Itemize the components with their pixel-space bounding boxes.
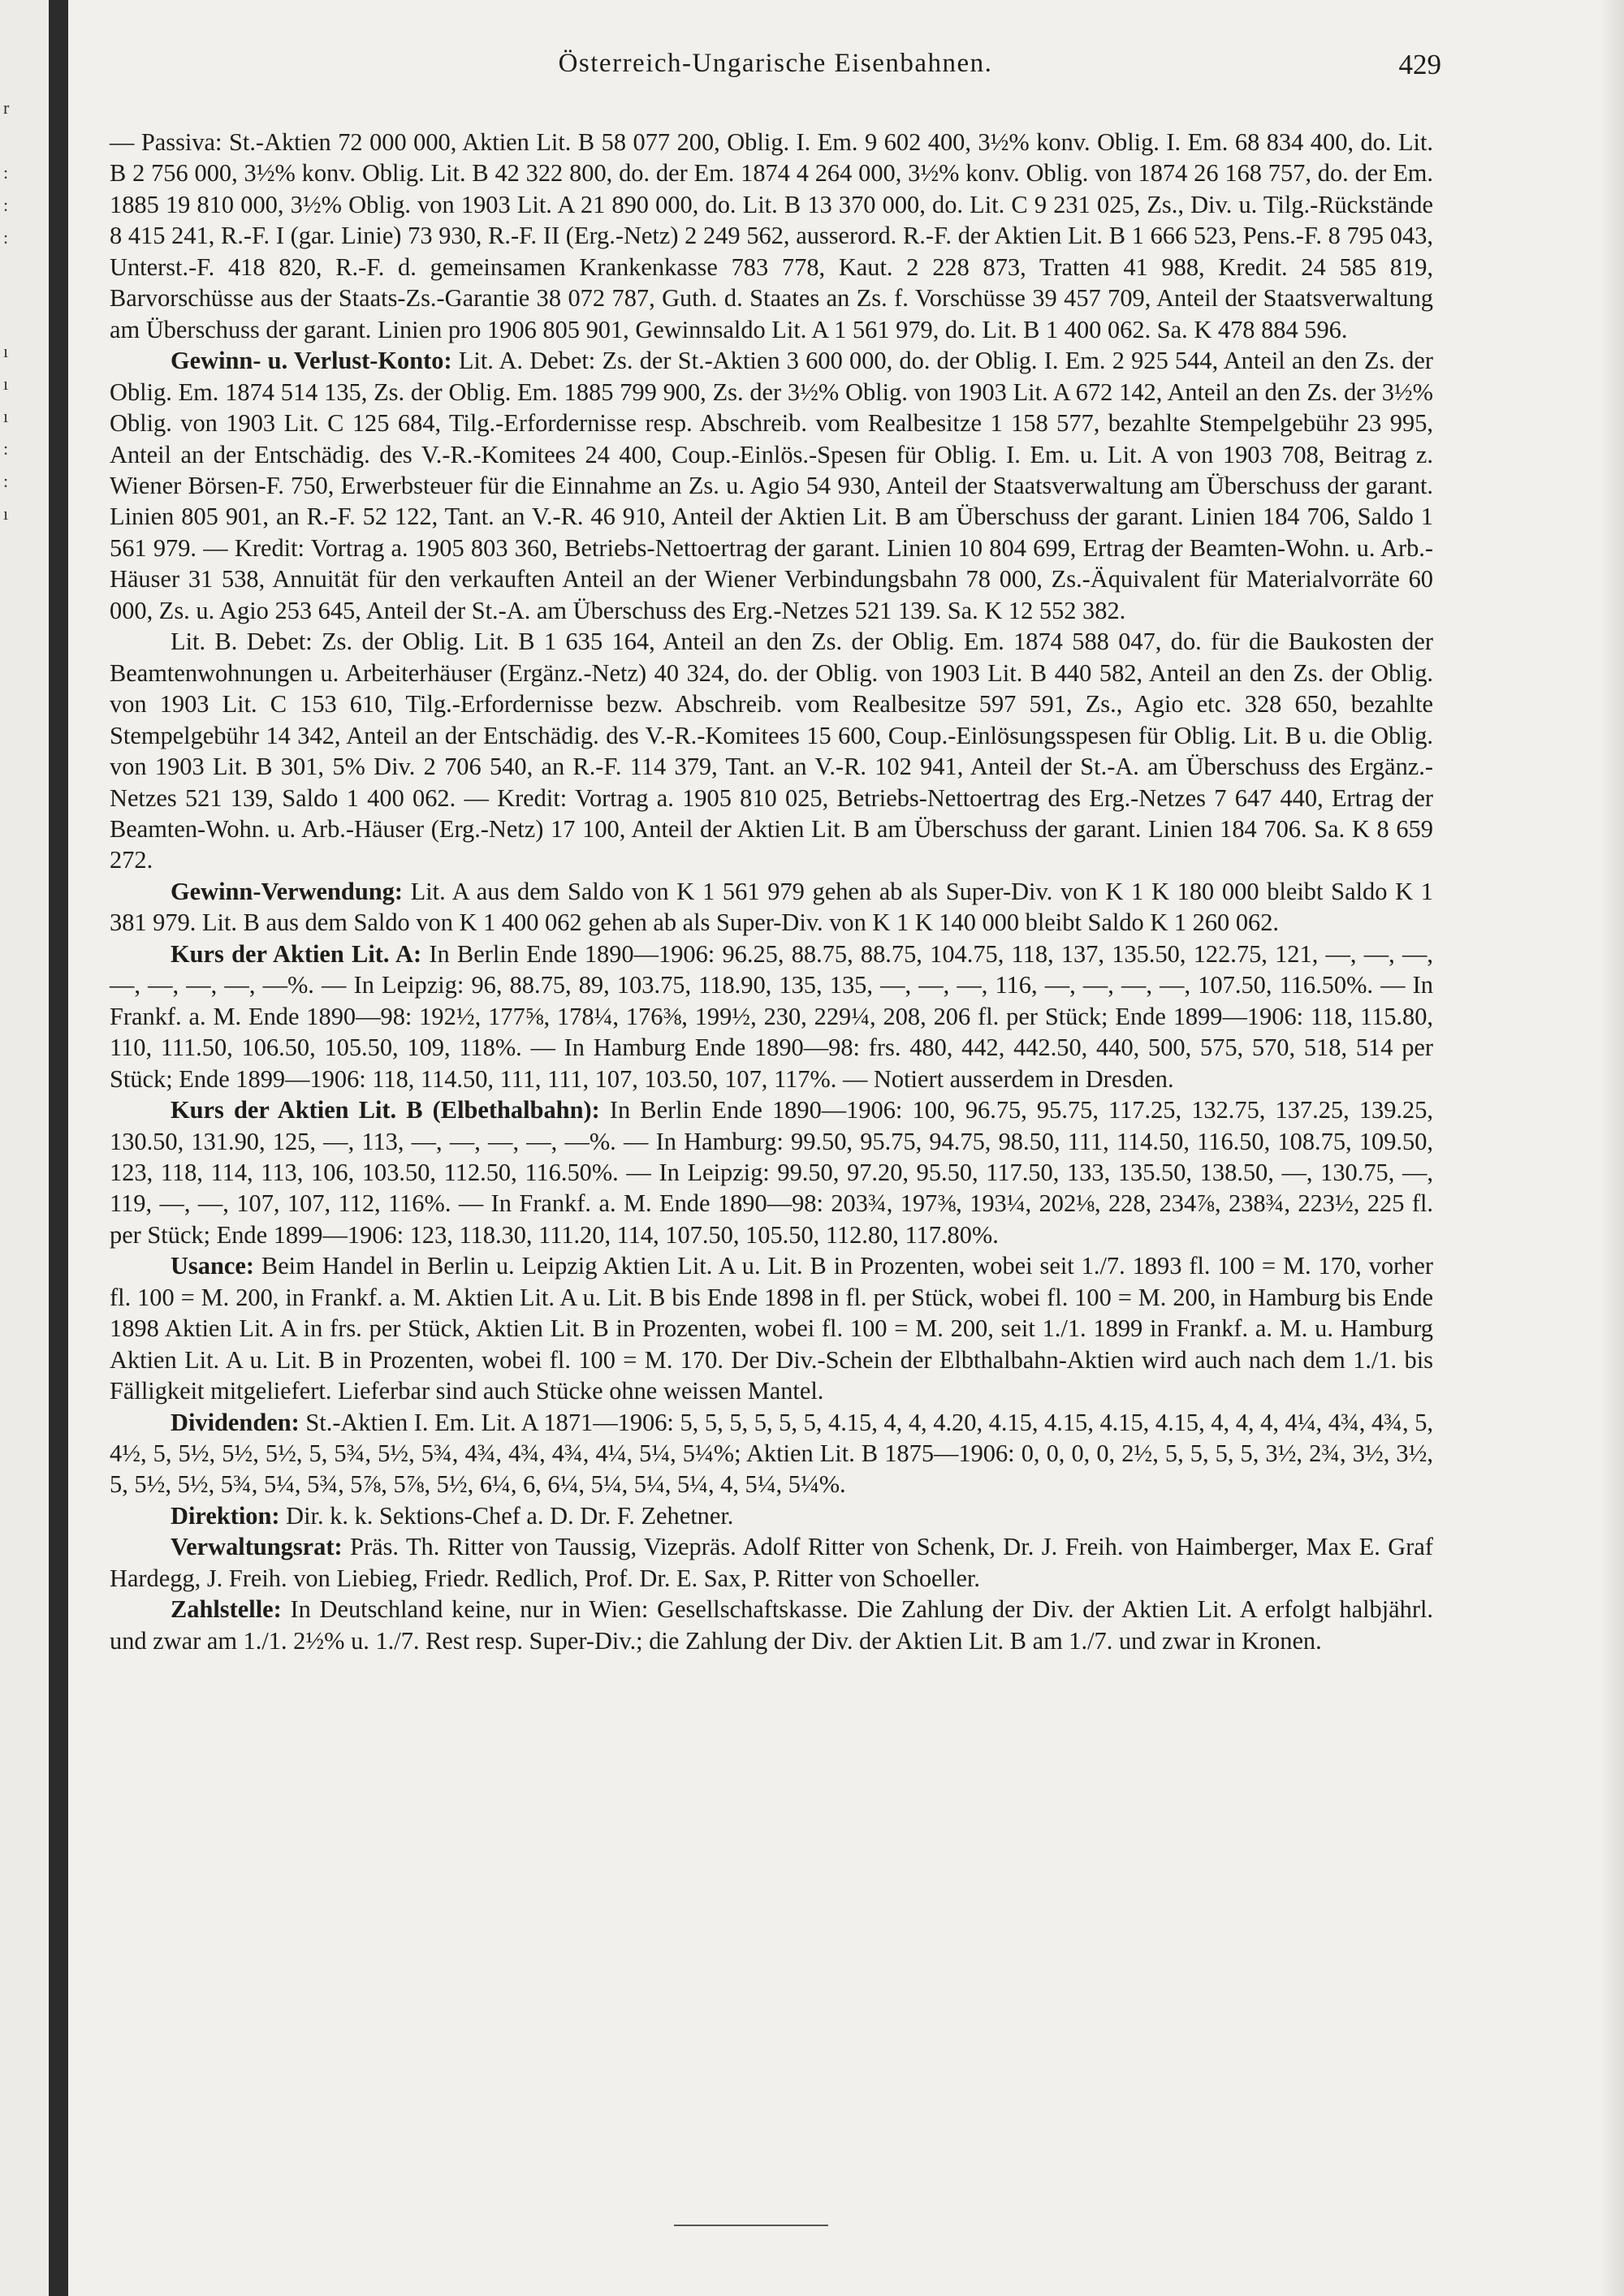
paragraph-text: Lit. A. Debet: Zs. der St.-Aktien 3 600 000, do. der Oblig. I. Em. 2 925 544, Anteil an den Zs. der Oblig. Em. 1874 514 135, Zs. der Oblig. Em. 1885 799 900, Zs. der 3½% Oblig. von 1903 Lit. A 672 142, Anteil an den Zs. der 3½% Oblig. von 1903 Lit. C 125 684, Tilg.-Erfordernisse resp. Abschreib. vom Realbesitze 1 158 577, bezahlte Stempelgebühr 23 995, Anteil an der Entschädig. des V.-R.-Komitees 24 400, Coup.-Einlös.-Spesen für Oblig. I. Em. u. Lit. A von 1903 708, Beitrag z. Wiener Börsen-F. 750, Erwerbsteuer für die Einnahme an Zs. u. Agio 54 930, Anteil der Staatsverwaltung am Überschuss der garant. Linien 805 901, an R.-F. 52 122, Tant. an V.-R. 46 910, Anteil der Aktien Lit. B am Überschuss der garant. Linien 184 706, Saldo 1 561 979. — Kredit: Vortrag a. 1905 803 360, Betriebs-Nettoertrag der garant. Linien 10 804 699, Ertrag der Beamten-Wohn. u. Arb.-Häuser 31 538, Annuität für den verkauften Anteil an der Wiener Verbindungsbahn 78 000, Zs.-Äquivalent für Materialvorräte 60 000, Zs. u. Agio 253 645, Anteil der St.-A. am Überschuss des Erg.-Netzes 521 139. Sa. K 12 552 382. [110,347,1434,624]
paragraph-heading: Dividenden: [171,1408,300,1436]
margin-glyph: ı [3,406,9,426]
paragraph-heading: Zahlstelle: [171,1595,282,1624]
page-header [110,49,1441,89]
paragraph-heading: Usance: [171,1252,254,1280]
paragraph-heading: Kurs der Aktien Lit. B (Elbethalbahn): [171,1096,600,1124]
paragraph-text: Beim Handel in Berlin u. Leipzig Aktien Lit. A u. Lit. B in Prozenten, wobei seit 1./7. 1893 fl. 100 = M. 170, vorher fl. 100 = M. 200, in Frankf. a. M. Aktien Lit. A u. Lit. B bis Ende 1898 in fl. per Stück, wobei fl. 100 = M. 200, in Hamburg bis Ende 1898 Aktien Lit. A in frs. per Stück, Aktien Lit. B in Prozenten, wobei fl. 100 = M. 200, seit 1./1. 1899 in Frankf. a. M. u. Hamburg Aktien Lit. A u. Lit. B in Prozenten, wobei fl. 100 = M. 170. Der Div.-Schein der Elbthalbahn-Aktien wird auch nach dem 1./1. bis Fälligkeit mitgeliefert. Lieferbar sind auch Stücke ohne weissen Mantel. [110,1252,1433,1405]
passiva-paragraph [110,127,1433,345]
page-number: 429 [1398,49,1441,80]
paragraph-text: Präs. Th. Ritter von Taussig, Vizepräs. Adolf Ritter von Schenk, Dr. J. Freih. von Haimberger, Max E. Graf Hardegg, J. Freih. von Liebieg, Friedr. Redlich, Prof. Dr. E. Sax, P. Ritter von Schoeller. [110,1533,1433,1592]
paragraph-heading: Kurs der Aktien Lit. A: [171,939,422,968]
running-title: Österreich-Ungarische Eisenbahnen. [558,49,993,78]
gewinn-verlust-paragraph [110,345,1433,626]
margin-glyph: ı [3,341,9,361]
lit-b-paragraph [110,626,1433,876]
paragraph-text: St.-Aktien I. Em. Lit. A 1871—1906: 5, 5, 5, 5, 5, 5, 4.15, 4, 4, 4.20, 4.15, 4.15, 4.15, 4.15, 4, 4, 4, 4¼, 4¾, 4¾, 5, 4½, 5, 5½, 5½, 5½, 5, 5¾, 5½, 5¾, 4¾, 4¾, 4¾, 4¼, 5¼, 5¼%; Aktien Lit. B 1875—1906: 0, 0, 0, 0, 2½, 5, 5, 5, 5, 3½, 2¾, 3½, 3½, 5, 5½, 5½, 5¾, 5¼, 5¾, 5⅞, 5⅞, 5½, 6¼, 6, 6¼, 5¼, 5¼, 5¼, 4, 5¼, 5¼%. [110,1408,1433,1499]
verwaltungsrat-paragraph [110,1531,1433,1594]
margin-glyph: : [3,162,9,183]
paragraph-text: — Passiva: St.-Aktien 72 000 000, Aktien Lit. B 58 077 200, Oblig. I. Em. 9 602 400, 3½% konv. Oblig. I. Em. 68 834 400, do. Lit. B 2 756 000, 3½% konv. Oblig. Lit. B 42 322 800, do. der Em. 1874 4 264 000, 3½% konv. Oblig. von 1874 26 168 757, do. der Em. 1885 19 810 000, 3½% Oblig. von 1903 Lit. A 21 890 000, do. Lit. B 13 370 000, do. Lit. C 9 231 025, Zs., Div. u. Tilg.-Rückstände 8 415 241, R.-F. I (gar. Linie) 73 930, R.-F. II (Erg.-Netz) 2 249 562, ausserord. R.-F. der Aktien Lit. B 1 666 523, Pens.-F. 8 795 043, Unterst.-F. 418 820, R.-F. d. gemeinsamen Krankenkasse 783 778, Kaut. 2 228 873, Tratten 41 988, Kredit. 24 585 819, Barvorschüsse aus der Staats-Zs.-Garantie 38 072 787, Guth. d. Staates an Zs. f. Vorschüsse 39 457 709, Anteil der Staatsverwaltung am Überschuss der garant. Linien pro 1906 805 901, Gewinnsaldo Lit. A 1 561 979, do. Lit. B 1 400 062. Sa. K 478 884 596. [110,128,1433,343]
margin-glyph: : [3,195,9,215]
paragraph-heading: Gewinn- u. Verlust-Konto: [171,347,452,375]
left-margin [0,0,49,2296]
usance-paragraph [110,1250,1433,1406]
dividenden-paragraph [110,1407,1433,1500]
paragraph-text: Lit. B. Debet: Zs. der Oblig. Lit. B 1 635 164, Anteil an den Zs. der Oblig. Em. 1874 588 047, do. für die Baukosten der Beamtenwohnungen u. Arbeiterhäuser (Ergänz.-Netz) 40 324, do. der Oblig. von 1903 Lit. B 440 582, Anteil an den Zs. der Oblig. von 1903 Lit. C 153 610, Tilg.-Erfordernisse bezw. Abschreib. vom Realbesitze 597 591, Zs., Agio etc. 328 650, bezahlte Stempelgebühr 14 342, Anteil an der Entschädig. des V.-R.-Komitees 15 600, Coup.-Einlösungsspesen für Oblig. Lit. B u. die Oblig. von 1903 Lit. B 301, 5% Div. 2 706 540, an R.-F. 114 379, Tant. an V.-R. 102 941, Anteil der St.-A. am Überschuss des Ergänz.-Netzes 521 139, Saldo 1 400 062. — Kredit: Vortrag a. 1905 810 025, Betriebs-Nettoertrag des Erg.-Netzes 7 647 440, Ertrag der Beamten-Wohn. u. Arb.-Häuser (Erg.-Netz) 17 100, Anteil der Aktien Lit. B am Überschuss der garant. Linien 184 706. Sa. K 8 659 272. [110,628,1433,874]
paragraph-text: In Berlin Ende 1890—1906: 100, 96.75, 95.75, 117.25, 132.75, 137.25, 139.25, 130.50, 131.90, 125, —, 113, —, —, —, —, —%. — In Hamburg: 99.50, 95.75, 94.75, 98.50, 111, 114.50, 116.50, 108.75, 109.50, 123, 118, 114, 113, 106, 103.50, 112.50, 116.50%. — In Leipzig: 99.50, 97.20, 95.50, 117.50, 133, 135.50, 138.50, —, 130.75, —, 119, —, —, 107, 107, 112, 116%. — In Frankf. a. M. Ende 1890—98: 203¾, 197⅜, 193¼, 202⅛, 228, 234⅞, 238¾, 223½, 225 fl. per Stück; Ende 1899—1906: 123, 118.30, 111.20, 114, 107.50, 105.50, 112.80, 117.80%. [110,1096,1434,1249]
paragraph-text: Dir. k. k. Sektions-Chef a. D. Dr. F. Zehetner. [286,1501,734,1530]
paragraph-heading: Verwaltungsrat: [171,1533,343,1561]
margin-glyph: : [3,227,9,248]
margin-glyph: ı [3,503,9,524]
paragraph-text: Lit. A aus dem Saldo von K 1 561 979 gehen ab als Super-Div. von K 1 K 180 000 bleibt Saldo K 1 381 979. Lit. B aus dem Saldo von K 1 400 062 gehen ab als Super-Div. von K 1 K 140 000 bleibt Saldo K 1 260 062. [110,877,1433,937]
body-text [110,127,1433,1656]
margin-glyph: : [3,438,9,459]
paragraph-heading: Gewinn-Verwendung: [171,877,403,905]
page-edge-shadow [1600,0,1624,2296]
margin-glyph: : [3,471,9,491]
margin-glyph: r [3,97,10,118]
direktion-paragraph [110,1500,1433,1531]
paragraph-text: In Deutschland keine, nur in Wien: Gesellschaftskasse. Die Zahlung der Div. der Aktien Lit. A erfolgt halbjährl. und zwar am 1./1. 2½% u. 1./7. Rest resp. Super-Div.; die Zahlung der Div. der Aktien Lit. B am 1./7. und zwar in Kronen. [110,1595,1433,1655]
kurs-lit-a-paragraph [110,939,1433,1094]
gewinn-verwendung-paragraph [110,876,1433,939]
paragraph-heading: Direktion: [171,1501,280,1530]
binding-edge [49,0,68,2296]
zahlstelle-paragraph [110,1594,1433,1656]
paragraph-text: In Berlin Ende 1890—1906: 96.25, 88.75, 88.75, 104.75, 118, 137, 135.50, 122.75, 121, —, —, —, —, —, —, —, —%. — In Leipzig: 96, 88.75, 89, 103.75, 118.90, 135, 135, —, —, —, 116, —, —, —, —, 107.50, 116.50%. — In Frankf. a. M. Ende 1890—98: 192½, 177⅝, 178¼, 176⅜, 199½, 230, 229¼, 208, 206 fl. per Stück; Ende 1899—1906: 118, 115.80, 110, 111.50, 106.50, 105.50, 109, 118%. — In Hamburg Ende 1890—98: frs. 480, 442, 442.50, 440, 500, 575, 570, 518, 514 per Stück; Ende 1899—1906: 118, 114.50, 111, 111, 107, 103.50, 107, 117%. — Notiert ausserdem in Dresden. [110,939,1433,1093]
kurs-lit-b-paragraph [110,1094,1433,1250]
margin-glyph: ı [3,373,9,394]
footer-rule [674,2225,828,2226]
